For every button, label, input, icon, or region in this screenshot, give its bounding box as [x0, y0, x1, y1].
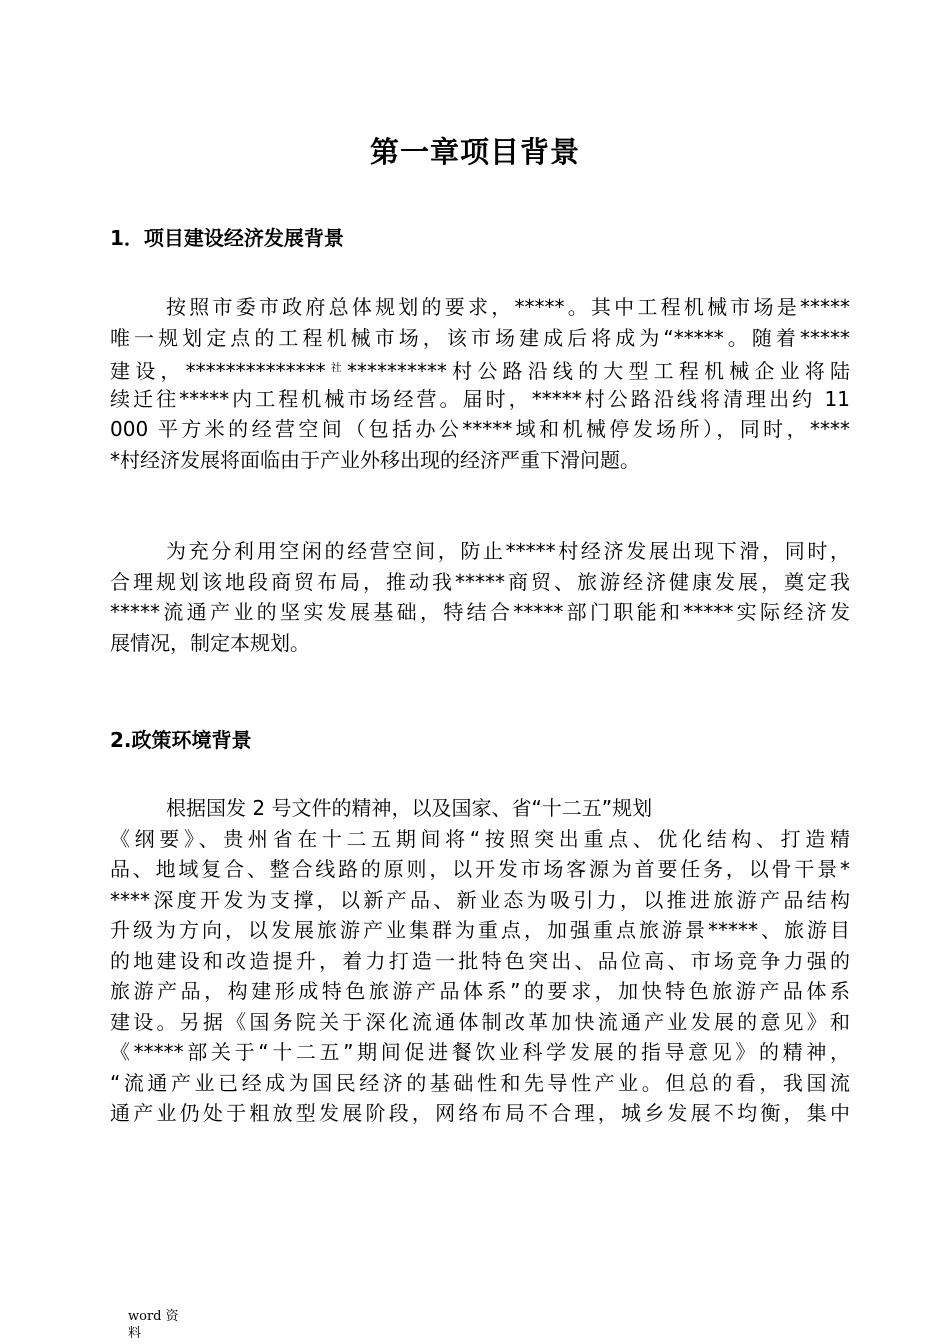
text-line: *村经济发展将面临由于产业外移出现的经济严重下滑问题。 — [110, 447, 640, 472]
text-line: 合理规划该地段商贸布局，推动我*****商贸、旅游经济健康发展，奠定我 — [110, 569, 850, 594]
text-line: 升级为方向，以发展旅游产业集群为重点，加强重点旅游景*****、旅游目 — [110, 918, 850, 942]
footer-line: word 资 — [128, 1309, 179, 1324]
text-line: 续迁往*****内工程机械市场经营。届时，*****村公路沿线将清理出约 11 — [110, 386, 850, 411]
paragraph-policy-background — [110, 793, 850, 1129]
footer-line: 料 — [128, 1326, 142, 1341]
text-line: 建设，**************$^社$**********村公路沿线的大型工程机械企业将陆 — [110, 359, 850, 383]
superscript-mark: 社 — [325, 361, 347, 374]
text-line: 建设。另据《国务院关于深化流通体制改革加快流通产业发展的意见》和 — [110, 1009, 850, 1034]
text-line: 000 平方米的经营空间（包括办公*****域和机械停发场所），同时，**** — [110, 417, 850, 441]
page-footer — [128, 1308, 188, 1342]
text-line: 旅游产品，构建形成特色旅游产品体系”的要求，加快特色旅游产品体系 — [110, 979, 850, 1003]
text-line: 按照市委市政府总体规划的要求，*****。其中工程机械市场是***** — [166, 295, 850, 319]
text-line: “流通产业已经成为国民经济的基础性和先导性产业。但总的看，我国流 — [110, 1070, 850, 1095]
text-line: 展情况，制定本规划。 — [110, 630, 310, 655]
text-line: 品、地域复合、整合线路的原则，以开发市场客源为首要任务，以骨干景* — [110, 857, 850, 881]
section-heading-policy: 2.政策环境背景 — [110, 728, 252, 752]
paragraph-economic-background — [110, 292, 850, 475]
text-line: 为充分利用空闲的经营空间，防止*****村经济发展出现下滑，同时， — [166, 539, 850, 563]
section-heading-economic: 1．项目建设经济发展背景 — [110, 226, 344, 250]
text-line: 通产业仍处于粗放型发展阶段，网络布局不合理，城乡发展不均衡，集中 — [110, 1101, 850, 1125]
text-line: 根据国发 2 号文件的精神，以及国家、省“十二五”规划 — [166, 796, 653, 820]
text-line: 唯一规划定点的工程机械市场，该市场建成后将成为“*****。随着***** — [110, 325, 850, 350]
text-line: *****流通产业的坚实发展基础，特结合*****部门职能和*****实际经济发 — [110, 600, 850, 624]
chapter-title: 第一章项目背景 — [369, 135, 580, 169]
text-line: 《*****部关于“十二五”期间促进餐饮业科学发展的指导意见》的精神， — [110, 1040, 850, 1064]
paragraph-planning-purpose — [110, 536, 850, 658]
text-line: 《纲要》、贵州省在十二五期间将“按照突出重点、优化结构、打造精 — [110, 826, 850, 851]
text-line: ****深度开发为支撑，以新产品、新业态为吸引力，以推进旅游产品结构 — [110, 887, 850, 912]
text-line: 的地建设和改造提升，着力打造一批特色突出、品位高、市场竞争力强的 — [110, 948, 850, 973]
